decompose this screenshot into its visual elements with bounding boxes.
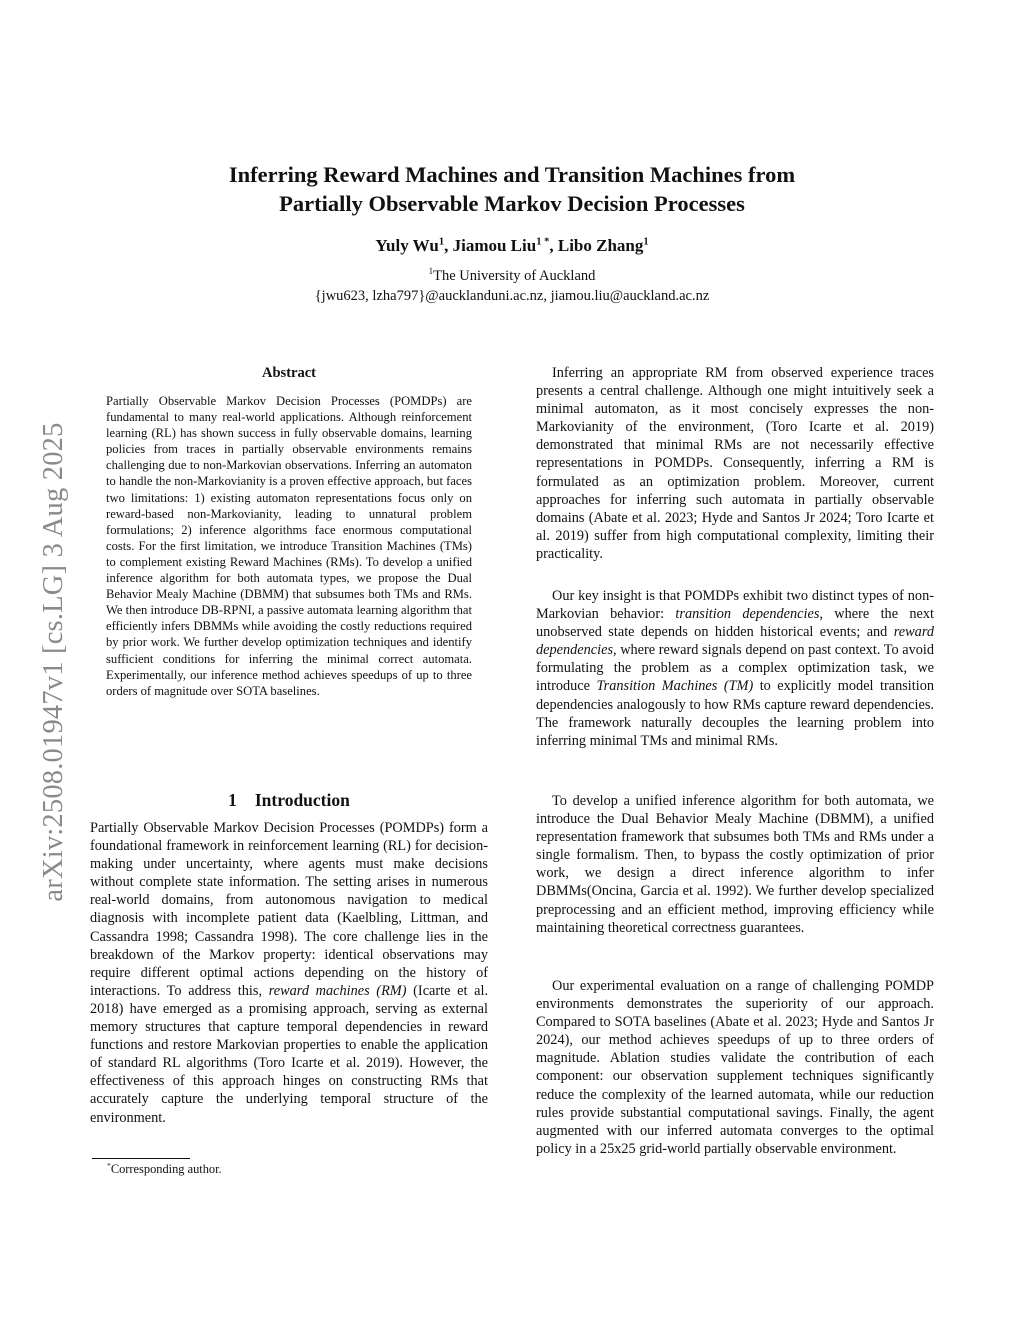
- author-name: Libo Zhang: [557, 236, 644, 255]
- right-paragraph-3: To develop a unified inference algorithm for both automata, we introduce the Dual Behavior Mealy Machine (DBMM), a unified representation framework that subsumes both TMs and RMs under a single formalism. Then, to bypass the costly optimization of prior work, we design a direct inference algorithm to infer DBMMs(Oncina, Garcia et al. 1992). We further develop specialized preprocessing and an efficient method, improving efficiency while maintaining theoretical correctness guarantees.: [536, 793, 934, 936]
- affiliation-block: [150, 266, 874, 306]
- title-line-1: Inferring Reward Machines and Transition Machines from: [228, 162, 796, 187]
- author-list: Yuly Wu$^1$, Jiamou Liu$^{1 *}$, Libo Zhang$^1$: [375, 236, 649, 255]
- author-name: Yuly Wu: [375, 236, 439, 255]
- author-emails: {jwu623, lzha797}@aucklanduni.ac.nz, jiamou.liu@auckland.ac.nz: [314, 288, 710, 304]
- abstract-text: Partially Observable Markov Decision Processes (POMDPs) are fundamental to many real-world applications. Although reinforcement learning (RL) has shown success in fully observable domains, learning policies from traces in partially observable environments remains challenging due to non-Markovian observations. Inferring an automaton to handle the non-Markovianity is a proven effective approach, but faces two limitations: 1) existing automaton representations focus only on reward-based non-Markovianity, leading to unnatural problem formulations; 2) inference algorithms face enormous computational costs. For the first limitation, we introduce Transition Machines (TMs) to complement existing Reward Machines (RMs). To develop a unified inference algorithm for both automata types, we propose the Dual Behavior Mealy Machine (DBMM) that subsumes both TMs and RMs. We then introduce DB-RPNI, a passive automata learning algorithm that efficiently infers DBMMs while avoiding the costly reductions required by prior work. We further develop optimization techniques and identify sufficient conditions for inferring the minimal correct automata. Experimentally, our inference method achieves speedups of up to three orders of magnitude over SOTA baselines.: [106, 394, 472, 698]
- section-heading: [90, 790, 488, 811]
- title-line-2: Partially Observable Markov Decision Processes: [279, 191, 745, 216]
- paper-title: [150, 160, 874, 218]
- right-paragraph-4: Our experimental evaluation on a range of challenging POMDP environments demonstrates the superiority of our approach. Compared to SOTA baselines (Abate et al. 2023; Hyde and Santos Jr 2024), our method achieves speedups of up to three orders of magnitude. Ablation studies validate the contribution of each component: our observation supplement techniques significantly reduce the complexity of the learned automata, while our reduction rules provide substantial computational savings. Finally, the agent augmented with our inferred automata converges to the optimal policy in a 25x25 grid-world partially observable environment.: [536, 978, 934, 1157]
- abstract-heading: Abstract: [262, 365, 316, 381]
- intro-paragraph: Partially Observable Markov Decision Processes (POMDPs) form a foundational framework in reinforcement learning (RL) for decision-making under uncertainty, where agents must make decisions without complete state information. The setting arises in numerous real-world domains, from autonomous navigation to medical diagnosis with incomplete patient data (Kaelbling, Littman, and Cassandra 1998; Cassandra 1998). The core challenge lies in the breakdown of the Markov property: identical observations may require different optimal actions depending on the history of interactions. To address this, reward machines (RM) (Icarte et al. 2018) have emerged as a promising approach, serving as external memory structures that capture temporal dependencies in reward functions and restore Markovian properties to enable the application of standard RL algorithms (Toro Icarte et al. 2019). However, the effectiveness of this approach hinges on constructing RMs that accurately capture the underlying temporal structure of the environment.: [90, 820, 489, 1126]
- right-paragraph-2: Our key insight is that POMDPs exhibit two distinct types of non-Markovian behavior: transition dependencies, where the next unobserved state depends on hidden historical events; and reward dependencies, where reward signals depend on past context. To avoid formulating the problem as a complex optimization task, we introduce Transition Machines (TM) to explicitly model transition dependencies analogously to how RMs capture reward dependencies. The framework naturally decouples the learning problem into inferring minimal TMs and minimal RMs.: [536, 588, 934, 749]
- author-name: Jiamou Liu: [452, 236, 537, 255]
- section-title: Introduction: [254, 790, 350, 810]
- right-paragraph-1: Inferring an appropriate RM from observed experience traces presents a central challenge. Although one might intuitively seek a minimal automaton, as it most concisely expresses the non-Markovianity of the environment, (Toro Icarte et al. 2019) demonstrated that minimal RMs are not necessarily effective representations in POMDPs. Consequently, inferring a RM is formulated as an optimization problem. Moreover, current approaches for inferring such automata in partially observable domains (Abate et al. 2023; Hyde and Santos Jr 2024; Toro Icarte et al. 2019) suffer from high computational complexity, limiting their practicality.: [536, 365, 934, 562]
- footnote-rule: [92, 1158, 190, 1159]
- affiliation: $^1$The University of Auckland: [428, 266, 596, 284]
- section-number: 1: [228, 790, 237, 810]
- footnote: *Corresponding author.: [107, 1160, 222, 1176]
